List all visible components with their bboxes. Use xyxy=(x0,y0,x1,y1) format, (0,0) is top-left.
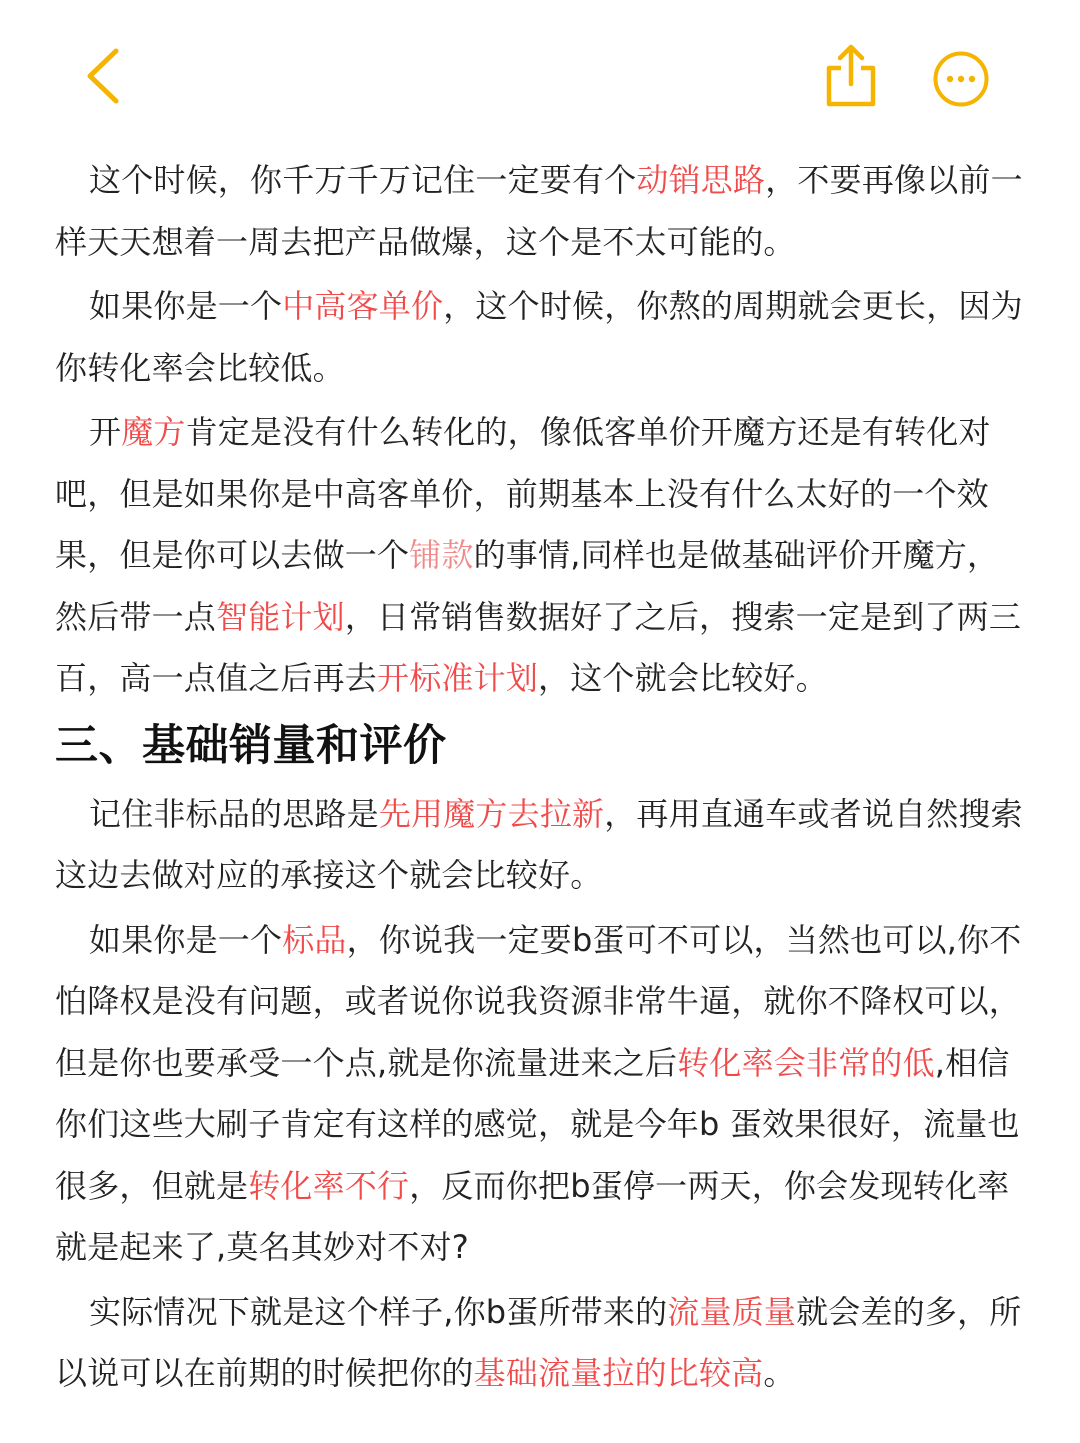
highlighted-text: 转化率不行 xyxy=(248,1166,410,1205)
highlighted-text: 智能计划 xyxy=(216,597,345,636)
highlighted-text: 中高客单价 xyxy=(282,287,444,325)
paragraph xyxy=(55,910,1025,1279)
body-text: ，再用直通车或者说自然搜索这边去做对应的承接这个就会比较好。 xyxy=(55,794,1023,894)
highlighted-text: 魔方 xyxy=(121,413,186,451)
body-text: 记住非标品的思路是 xyxy=(89,794,379,833)
share-icon[interactable] xyxy=(823,42,879,108)
paragraph xyxy=(55,402,1025,710)
article-content xyxy=(55,150,1025,1408)
highlighted-text: 流量质量 xyxy=(667,1292,797,1331)
body-text: 如果你是一个 xyxy=(89,287,283,325)
body-text: 实际情况下就是这个样子,你b蛋所带来的 xyxy=(89,1292,668,1331)
paragraph-group-2 xyxy=(55,784,1025,1405)
paragraph xyxy=(55,1282,1025,1405)
chevron-left-icon[interactable] xyxy=(78,45,128,107)
highlighted-text: 转化率会非常的低 xyxy=(677,1043,935,1082)
highlighted-text: 开标准计划 xyxy=(377,659,539,697)
paragraph xyxy=(55,784,1025,907)
highlighted-text: 铺款 xyxy=(409,536,474,574)
paragraph xyxy=(55,150,1025,273)
body-text: 。 xyxy=(763,1354,796,1392)
body-text: 就会差的多，所以说可以在前期的时候把你的 xyxy=(55,1292,1022,1392)
body-text: 肯定是没有什么转化的，像低客单价开魔方还是有转化对吧，但是如果你是中高客单价，前期基本上没有什么太好的一个效果，但是你可以去做一个 xyxy=(55,413,991,574)
highlighted-text: 动销思路 xyxy=(636,161,766,199)
paragraph-group-1 xyxy=(55,150,1025,710)
body-text: ，反而你把b蛋停一两天，你会发现转化率就是起来了,莫名其妙对不对? xyxy=(55,1166,1010,1266)
highlighted-text: 基础流量拉的比较高 xyxy=(473,1354,764,1392)
body-text: 这个时候，你千万千万记住一定要有个 xyxy=(89,161,637,199)
more-horizontal-icon[interactable] xyxy=(932,50,990,108)
paragraph xyxy=(55,276,1025,399)
body-text: ，这个时候，你熬的周期就会更长，因为你转化率会比较低。 xyxy=(55,287,1023,387)
body-text: ，不要再像以前一样天天想着一周去把产品做爆，这个是不太可能的。 xyxy=(55,161,1023,261)
top-toolbar xyxy=(0,0,1080,150)
body-text: 如果你是一个 xyxy=(89,920,283,959)
body-text: ，你说我一定要b蛋可不可以，当然也可以,你不怕降权是没有问题，或者说你说我资源非常牛逼，就你不降权可以，但是你也要承受一个点,就是你流量进来之后 xyxy=(55,920,1022,1082)
body-text: 开 xyxy=(89,413,122,451)
highlighted-text: 标品 xyxy=(282,920,347,959)
body-text: ,相信你们这些大刷子肯定有这样的感觉，就是今年b 蛋效果很好，流量也很多，但就是 xyxy=(55,1043,1020,1205)
body-text: 的事情,同样也是做基础评价开魔方，然后带一点 xyxy=(55,536,1000,636)
body-text: ，这个就会比较好。 xyxy=(538,659,828,697)
section-heading: 三、基础销量和评价 xyxy=(55,720,447,771)
body-text: ，日常销售数据好了之后，搜索一定是到了两三百，高一点值之后再去 xyxy=(55,597,1022,697)
highlighted-text: 先用魔方去拉新 xyxy=(378,794,605,833)
